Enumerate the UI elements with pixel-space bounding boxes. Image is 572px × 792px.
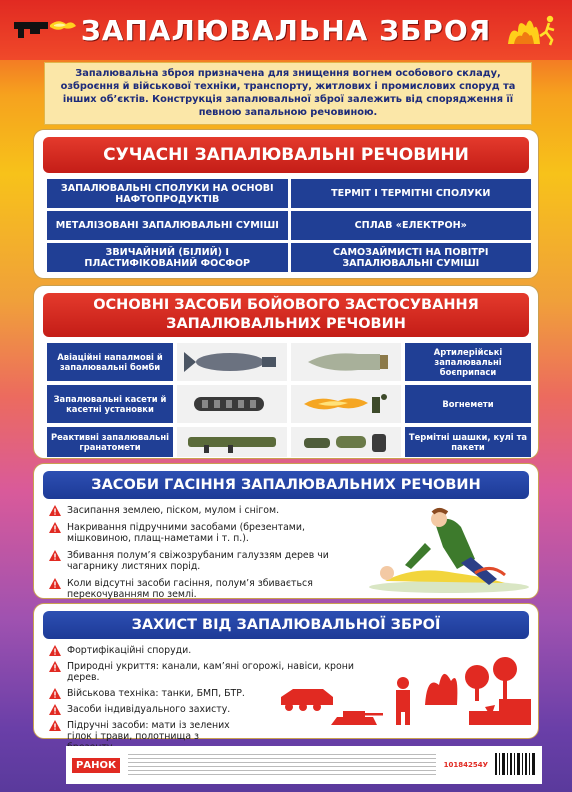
- warning-icon: [49, 505, 61, 516]
- btr-vehicle-icon: [281, 689, 333, 705]
- list-item-text: Фортифікаційні споруди.: [67, 645, 192, 656]
- list-item-text: Збивання полум’я свіжозрубаним галуззям дерев чи чагарнику листяних порід.: [67, 550, 329, 572]
- aerial-bomb-image: [177, 343, 287, 381]
- warning-icon: [49, 522, 61, 533]
- list-item: [49, 578, 359, 600]
- tree-icon: [465, 665, 489, 689]
- warning-icon: [49, 661, 61, 672]
- means-label-left: Реактивні запалювальні гранатомети: [47, 427, 173, 457]
- list-item-text: Накривання підручними засобами (брезентами, мішковиною, плащ-наметами і т. п.).: [67, 522, 305, 544]
- protection-illustration: [273, 645, 535, 737]
- warning-icon: [49, 645, 61, 656]
- means-row: [47, 343, 531, 381]
- artillery-shell-image: [291, 343, 401, 381]
- substance-cell: ЗАПАЛЮВАЛЬНІ СПОЛУКИ НА ОСНОВІ НАФТОПРОДУКТІВ: [47, 179, 288, 208]
- list-item-text: Засоби індивідуального захисту.: [67, 704, 231, 715]
- list-item: [49, 550, 359, 572]
- list-item: [49, 522, 359, 544]
- page-title: ЗАПАЛЮВАЛЬНА ЗБРОЯ: [80, 13, 492, 47]
- grenade-launcher-image: [177, 427, 287, 457]
- protection-panel: [34, 604, 538, 742]
- modern-substances-panel: [34, 130, 538, 278]
- fire-running-person-icon: [506, 12, 558, 46]
- substance-cell: ЗВИЧАЙНИЙ (БІЛИЙ) І ПЛАСТИФІКОВАНИЙ ФОСФОР: [47, 243, 288, 272]
- warning-icon: [49, 578, 61, 589]
- product-code: 10184254У: [443, 761, 488, 769]
- means-label-right: Артилерійські запалювальні боєприпаси: [405, 343, 531, 381]
- protection-title: ЗАХИСТ ВІД ЗАПАЛЮВАЛЬНОЇ ЗБРОЇ: [43, 611, 529, 639]
- tank-icon: [331, 717, 377, 725]
- modern-substances-grid: [47, 179, 531, 272]
- warning-icon: [49, 688, 61, 699]
- substance-cell: САМОЗАЙМИСТІ НА ПОВІТРІ ЗАПАЛЮВАЛЬНІ СУМІШІ: [291, 243, 532, 272]
- warning-icon: [49, 550, 61, 561]
- barcode-icon: [494, 751, 536, 779]
- substance-cell: ТЕРМІТ І ТЕРМІТНІ СПОЛУКИ: [291, 179, 532, 208]
- list-item-text: Військова техніка: танки, БМП, БТР.: [67, 688, 245, 699]
- combat-means-panel: [34, 286, 538, 458]
- combat-means-title-line1: ОСНОВНІ ЗАСОБИ БОЙОВОГО ЗАСТОСУВАННЯ: [93, 297, 479, 313]
- extinguish-panel: [34, 464, 538, 598]
- intro-box: [44, 62, 532, 125]
- modern-substances-title: СУЧАСНІ ЗАПАЛЮВАЛЬНІ РЕЧОВИНИ: [43, 137, 529, 173]
- means-row: [47, 385, 531, 423]
- list-item-text: Природні укриття: канали, кам’яні огорожі, навіси, крони дерев.: [67, 661, 354, 683]
- thermite-charges-image: [291, 427, 401, 457]
- intro-text: Запалювальна зброя призначена для знищення вогнем особового складу, озброєння й військової техніки, транспорту, житлових і промислових споруд та інших об’єктів. Конструкція запалювальної зброї залежить від спорядження її певною запальною речовиною.: [60, 68, 516, 118]
- cluster-cassette-image: [177, 385, 287, 423]
- rescue-illustration: [365, 503, 533, 595]
- flamethrower-image: [291, 385, 401, 423]
- flamethrower-icon: [12, 14, 78, 40]
- substance-cell: МЕТАЛІЗОВАНІ ЗАПАЛЮВАЛЬНІ СУМІШІ: [47, 211, 288, 240]
- footer-fine-print: [128, 754, 436, 776]
- fire-icon: [425, 674, 457, 705]
- combat-means-title: [43, 293, 529, 337]
- person-protective-suit-icon: [397, 677, 409, 689]
- footer: [66, 746, 542, 784]
- list-item-text: Підручні засоби: мати із зелених гілок і трави, полотнища з: [67, 720, 230, 742]
- means-label-right: Вогнемети: [405, 385, 531, 423]
- means-row: [47, 427, 531, 457]
- substance-cell: СПЛАВ «ЕЛЕКТРОН»: [291, 211, 532, 240]
- combat-means-title-line2: ЗАПАЛЮВАЛЬНИХ РЕЧОВИН: [166, 316, 406, 332]
- extinguish-list: [49, 505, 359, 606]
- list-item: [49, 505, 359, 516]
- header: [0, 0, 572, 60]
- means-label-left: Запалювальні касети й касетні установки: [47, 385, 173, 423]
- extinguish-title: ЗАСОБИ ГАСІННЯ ЗАПАЛЮВАЛЬНИХ РЕЧОВИН: [43, 471, 529, 499]
- publisher-logo: РАНОК: [72, 758, 120, 773]
- list-item-text: Коли відсутні засоби гасіння, полум’я збивається перекочуванням по землі.: [67, 578, 313, 600]
- means-label-right: Термітні шашки, кулі та пакети: [405, 427, 531, 457]
- warning-icon: [49, 704, 61, 715]
- warning-icon: [49, 720, 61, 731]
- means-label-left: Авіаційні напалмові й запалювальні бомби: [47, 343, 173, 381]
- list-item-text: Засипання землею, піском, мулом і снігом.: [67, 505, 280, 516]
